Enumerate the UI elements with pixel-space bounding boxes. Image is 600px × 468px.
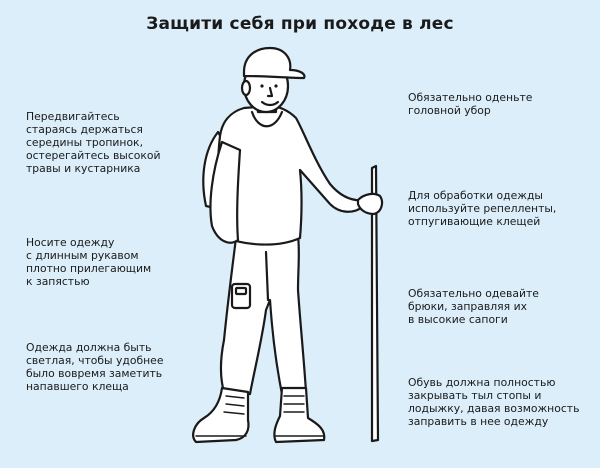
hand-illustration: [358, 194, 382, 214]
tip-long-sleeves: Носите одежду с длинным рукавом плотно прилегающим к запястью: [26, 236, 152, 288]
tip-closed-footwear: Обувь должна полностью закрывать тыл стопы и лодыжку, давая возможность заправить в нее одежду: [408, 376, 580, 428]
tip-stay-on-path: Передвигайтесь стараясь держаться середины тропинок, остерегайтесь высокой травы и кустарника: [26, 110, 161, 175]
cap-illustration: [244, 48, 304, 78]
tip-tuck-trousers: Обязательно одевайте брюки, заправляя их в высокие сапоги: [408, 287, 539, 326]
left-boot-illustration: [193, 388, 248, 442]
trousers-illustration: [221, 236, 306, 394]
shirt-illustration: [218, 106, 366, 245]
tip-light-clothing: Одежда должна быть светлая, чтобы удобнее было вовремя заметить напавшего клеща: [26, 341, 164, 393]
page-title: Защити себя при походе в лес: [146, 14, 454, 34]
tip-use-repellents: Для обработки одежды используйте репелленты, отпугивающие клещей: [408, 189, 557, 228]
tip-wear-hat: Обязательно оденьте головной убор: [408, 91, 533, 117]
